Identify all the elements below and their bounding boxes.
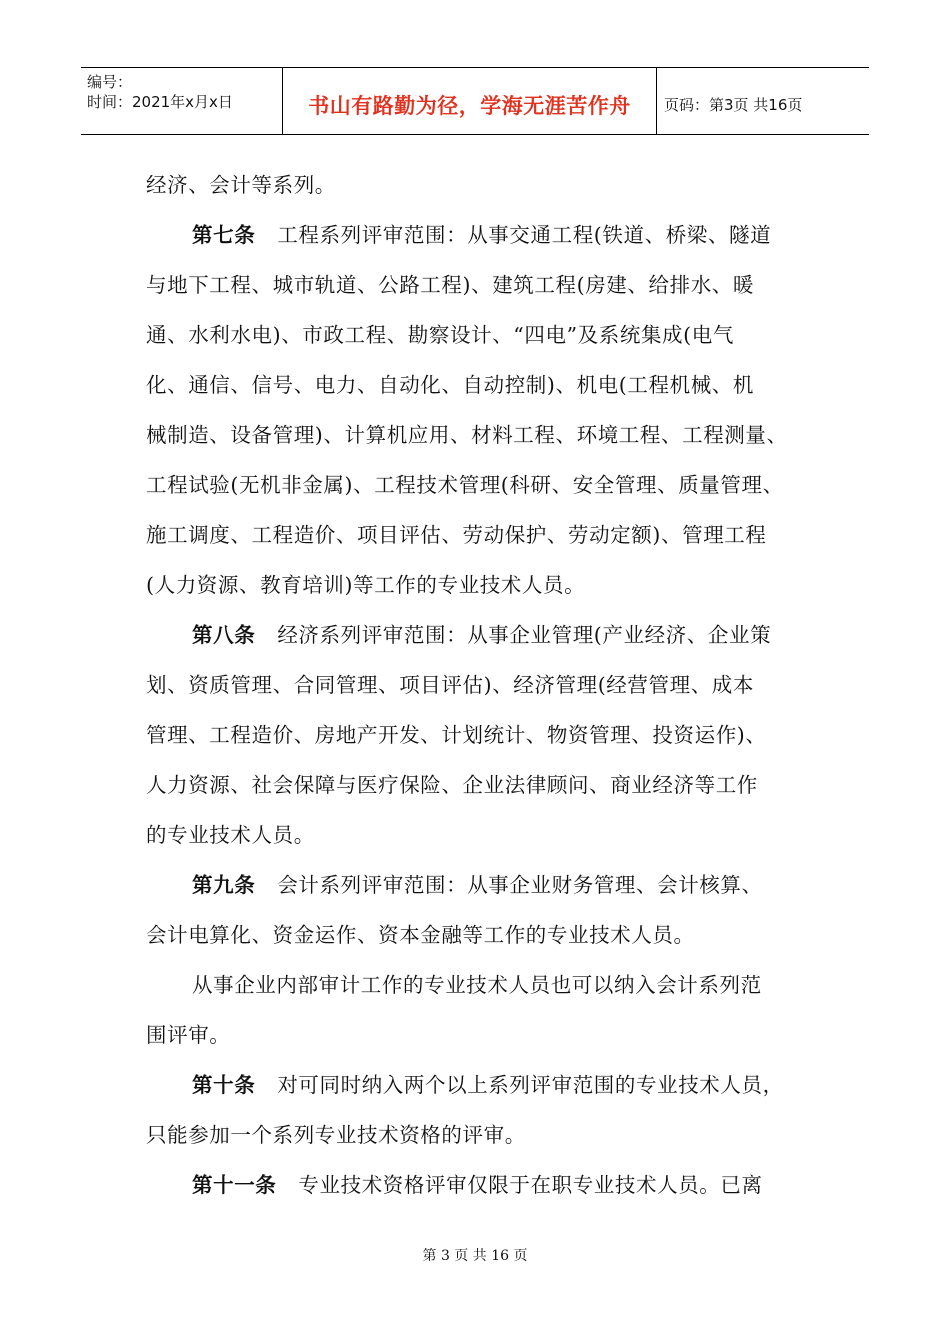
body-line: 会计电算化、资金运作、资本金融等工作的专业技术人员。 (146, 923, 695, 947)
header-divider (656, 68, 657, 134)
body-line-text: 专业技术资格评审仅限于在职专业技术人员。已离 (298, 1173, 763, 1197)
body-line: 经济、会计等系列。 (146, 173, 336, 197)
page-footer: 第 3 页 共 16 页 (422, 1248, 528, 1264)
document-date-label: 时间：2021年x月x日 (87, 93, 233, 111)
body-line: 与地下工程、城市轨道、公路工程)、建筑工程(房建、给排水、暖 (146, 273, 754, 297)
article-line (146, 860, 822, 910)
header-page-number: 页码：第3页 共16页 (664, 96, 803, 114)
body-line-text: 工程系列评审范围：从事交通工程(铁道、桥梁、隧道 (277, 223, 772, 247)
body-line: 械制造、设备管理)、计算机应用、材料工程、环境工程、工程测量、 (146, 423, 788, 447)
body-line-text: 会计系列评审范围：从事企业财务管理、会计核算、 (277, 873, 763, 897)
body-line-text: 对可同时纳入两个以上系列评审范围的专业技术人员， (277, 1073, 784, 1097)
body-line: 人力资源、社会保障与医疗保险、企业法律顾问、商业经济等工作 (146, 773, 758, 797)
body-line: 划、资质管理、合同管理、项目评估)、经济管理(经营管理、成本 (146, 673, 754, 697)
body-line: 化、通信、信号、电力、自动化、自动控制)、机电(工程机械、机 (146, 373, 754, 397)
body-line-text: 经济系列评审范围：从事企业管理(产业经济、企业策 (277, 623, 772, 647)
body-line: 管理、工程造价、房地产开发、计划统计、物资管理、投资运作)、 (146, 723, 767, 747)
article-heading: 第七条 (192, 223, 256, 247)
article-line (146, 1060, 822, 1110)
article-heading: 第九条 (192, 873, 256, 897)
header-meta (87, 72, 233, 112)
body-line: 只能参加一个系列专业技术资格的评审。 (146, 1123, 526, 1147)
body-line: 围评审。 (146, 1023, 231, 1047)
body-line: 施工调度、工程造价、项目评估、劳动保护、劳动定额)、管理工程 (146, 523, 767, 547)
page-header (81, 67, 869, 135)
document-number-label: 编号： (87, 73, 133, 91)
document-body (146, 160, 822, 1210)
article-line (146, 210, 822, 260)
body-line: (人力资源、教育培训)等工作的专业技术人员。 (146, 573, 586, 597)
body-line: 的专业技术人员。 (146, 823, 315, 847)
article-line (146, 1160, 822, 1210)
article-line (146, 610, 822, 660)
article-heading: 第十一条 (192, 1173, 277, 1197)
body-line: 工程试验(无机非金属)、工程技术管理(科研、安全管理、质量管理、 (146, 473, 784, 497)
body-line: 从事企业内部审计工作的专业技术人员也可以纳入会计系列范 (192, 973, 762, 997)
body-line: 通、水利水电)、市政工程、勘察设计、“四电”及系统集成(电气 (146, 323, 734, 347)
article-heading: 第八条 (192, 623, 256, 647)
header-motto: 书山有路勤为径，学海无涯苦作舟 (308, 94, 631, 118)
article-heading: 第十条 (192, 1073, 256, 1097)
